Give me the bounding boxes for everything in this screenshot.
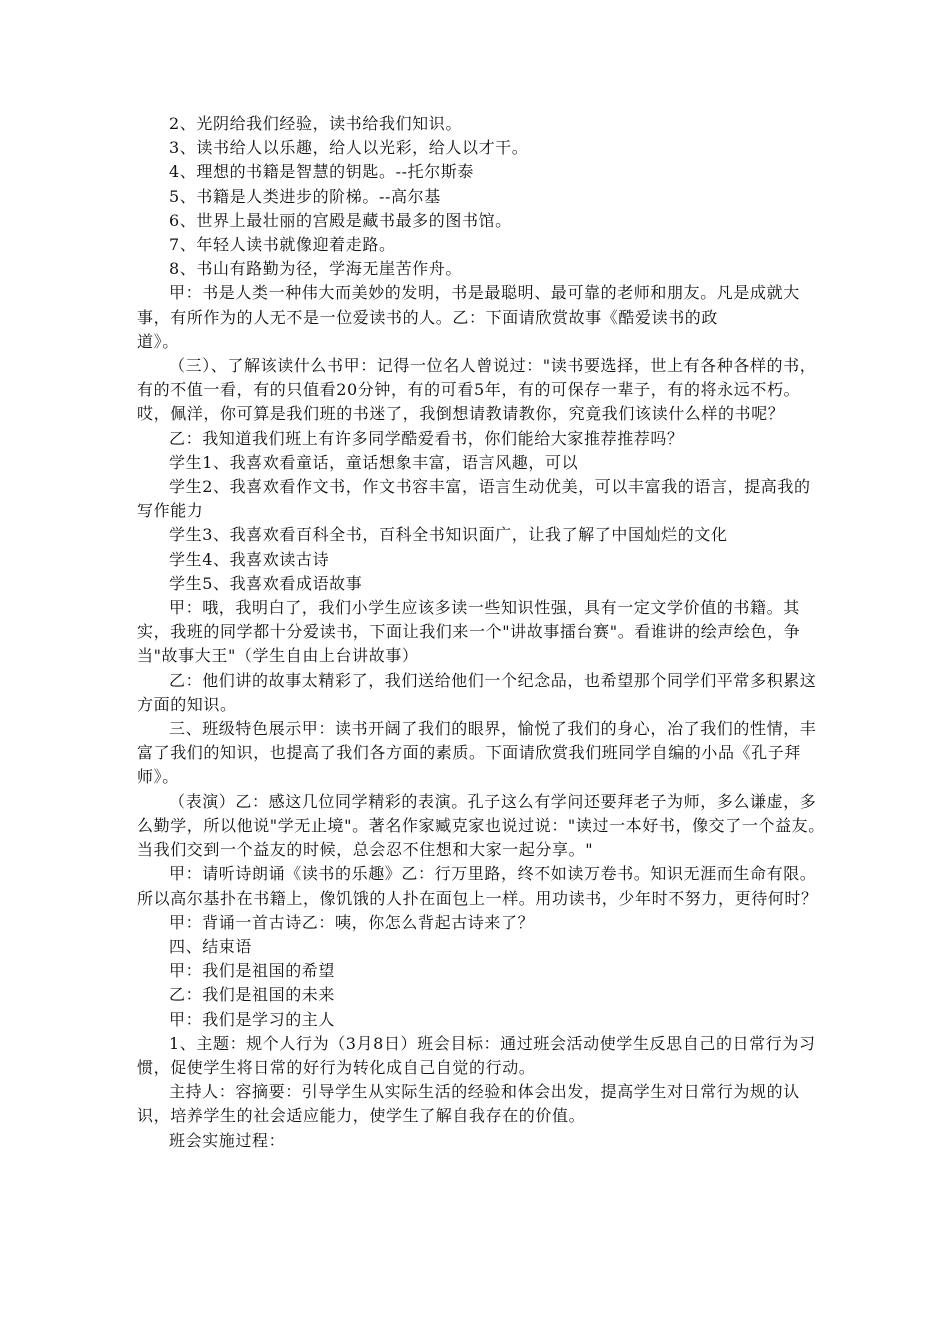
paragraph-jia-intro: 甲：书是人类一种伟大而美妙的发明，书是最聪明、最可靠的老师和朋友。凡是成就大事，有所作为的人无不是一位爱读书的人。乙：下面请欣赏故事《酷爱读书的政 [137, 283, 800, 327]
paragraph-host-summary: 主持人：容摘要：引导学生从实际生活的经验和体会出发，提高学生对日常行为规的认识，培养学生的社会适应能力，使学生了解自我存在的价值。 [137, 1082, 800, 1126]
paragraph-ancient-poem: 甲：背诵一首古诗乙：咦，你怎么背起古诗来了？ [169, 912, 535, 932]
student-1-line: 学生1、我喜欢看童话，童话想象丰富，语言风趣，可以 [169, 452, 579, 472]
paragraph-poem-recital: 甲：请听诗朗诵《读书的乐趣》乙：行万里路，终不如读万卷书。知识无涯而生命有限。所以高尔基扑在书籍上，像饥饿的人扑在面包上一样。用功读书，少年时不努力，更待何时？ [137, 864, 818, 908]
paragraph-theme-goal: 1、主题：规个人行为（3月8日）班会目标：通过班会活动使学生反思自己的日常行为习惯，促使学生将日常的好行为转化成自己自觉的行动。 [137, 1033, 816, 1077]
closing-line-hope: 甲：我们是祖国的希望 [169, 961, 336, 981]
quote-line-3: 3、读书给人以乐趣，给人以光彩，给人以才干。 [169, 138, 529, 158]
paragraph-process-heading: 班会实施过程： [169, 1130, 286, 1150]
quote-line-7: 7、年轻人读书就像迎着走路。 [169, 235, 396, 255]
section-three-reading-choice: （三）、了解该读什么书甲：记得一位名人曾说过："读书要选择，世上有各种各样的书，有的不值一看，有的只值看20分钟，有的可看5年，有的可保存一辈子，有的将永远不朽。哎，佩洋，你可算是我们班的书迷了，我倒想请教请教你，究竟我们该读什么样的书呢？ [137, 356, 817, 424]
paragraph-jia-story-contest: 甲：哦，我明白了，我们小学生应该多读一些知识性强，具有一定文学价值的书籍。其实，我班的同学都十分爱读书，下面让我们来一个"讲故事擂台赛"。看谁讲的绘声绘色，争当"故事大王"（学生自由上台讲故事） [137, 598, 801, 666]
quote-line-5: 5、书籍是人类进步的阶梯。--高尔基 [169, 186, 441, 206]
document-body [137, 112, 827, 1153]
quote-line-6: 6、世界上最壮丽的宫殿是藏书最多的图书馆。 [169, 210, 512, 230]
paragraph-continuation: 道》。 [137, 331, 179, 351]
paragraph-yi-recommend: 乙：我知道我们班上有许多同学酷爱看书，你们能给大家推荐推荐吗？ [169, 428, 684, 448]
section-four-closing: 四、结束语 [169, 936, 253, 956]
quote-line-4: 4、理想的书籍是智慧的钥匙。--托尔斯泰 [169, 162, 474, 182]
quote-line-8: 8、书山有路勤为径，学海无崖苦作舟。 [169, 259, 462, 279]
student-3-line: 学生3、我喜欢看百科全书，百科全书知识面广，让我了解了中国灿烂的文化 [169, 525, 728, 545]
student-2-line: 学生2、我喜欢看作文书，作文书容丰富，语言生动优美，可以丰富我的语言，提高我的写作能力 [137, 477, 811, 521]
closing-line-master: 甲：我们是学习的主人 [169, 1009, 336, 1029]
student-4-line: 学生4、我喜欢读古诗 [169, 549, 330, 569]
paragraph-yi-gift: 乙：他们讲的故事太精彩了，我们送给他们一个纪念品，也希望那个同学们平常多积累这方面的知识。 [137, 670, 817, 714]
closing-line-future: 乙：我们是祖国的未来 [169, 985, 336, 1005]
section-class-showcase: 三、班级特色展示甲：读书开阔了我们的眼界，愉悦了我们的身心，冶了我们的性情，丰富了我们的知识，也提高了我们各方面的素质。下面请欣赏我们班同学自编的小品《孔子拜师》。 [137, 719, 817, 787]
quote-line-2: 2、光阴给我们经验，读书给我们知识。 [169, 114, 462, 133]
paragraph-performance: （表演）乙：感这几位同学精彩的表演。孔子这么有学问还要拜老子为师，多么谦虚，多么勤学，所以他说"学无止境"。著名作家臧克家也说过说："读过一本好书，像交了一个益友。当我们交到一个益友的时候，总会忍不住想和大家一起分享。" [137, 791, 825, 860]
student-5-line: 学生5、我喜欢看成语故事 [169, 573, 363, 593]
